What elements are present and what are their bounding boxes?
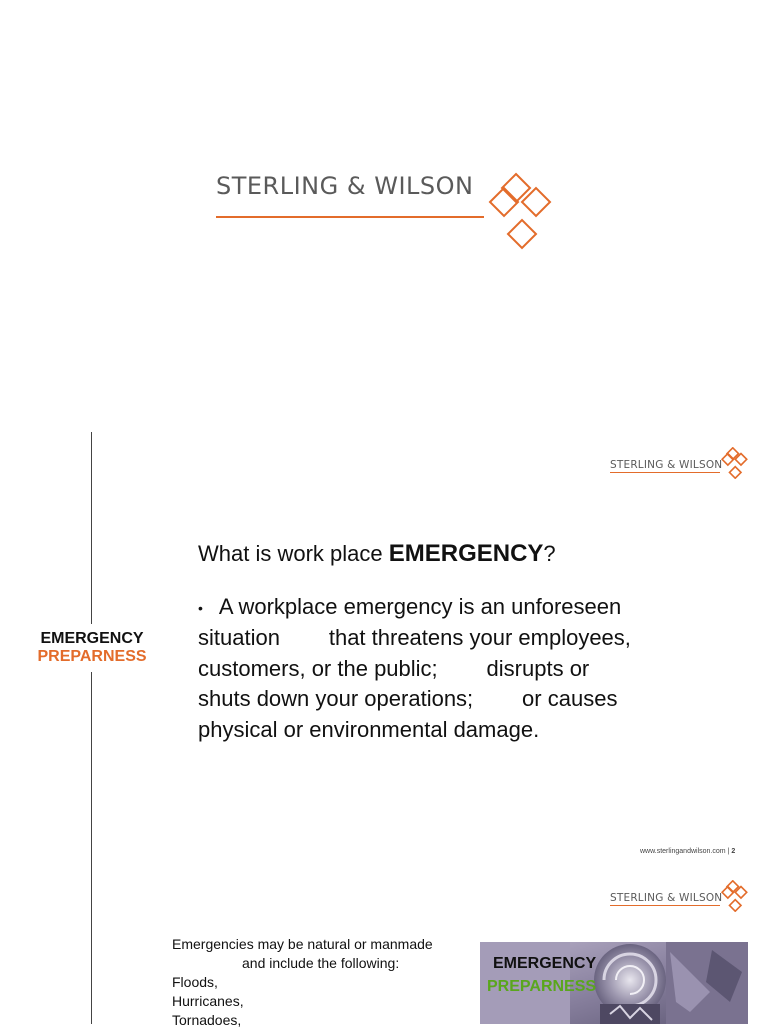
bullet-line-text: A workplace emergency is an unforeseen xyxy=(218,594,622,619)
bullet-line: situation that threatens your employees, xyxy=(198,625,631,651)
side-title-preparness: PREPARNESS xyxy=(37,648,147,665)
logo-ampersand: & xyxy=(346,172,367,200)
logo-word-sterling: STERLING xyxy=(610,459,664,471)
side-title-emergency: EMERGENCY xyxy=(40,630,144,647)
intro-line: and include the following: xyxy=(242,955,400,971)
bullet-line: physical or environmental damage. xyxy=(198,716,540,742)
slide-divider-line xyxy=(91,432,92,1024)
list-item: Floods, xyxy=(172,974,218,990)
logo-word-wilson: WILSON xyxy=(374,172,474,200)
logo-mark-icon xyxy=(720,447,748,479)
logo-wordmark xyxy=(610,892,722,904)
logo-underline xyxy=(610,905,720,906)
logo-word-sterling: STERLING xyxy=(610,892,664,904)
logo-word-wilson: WILSON xyxy=(679,892,723,904)
logo-ampersand: & xyxy=(667,459,676,471)
bullet-line xyxy=(198,592,698,623)
logo-mark-icon xyxy=(720,880,748,912)
logo-word-wilson: WILSON xyxy=(679,459,723,471)
bullet-icon: • xyxy=(198,599,203,616)
definition-bullet xyxy=(198,592,698,745)
question-suffix: ? xyxy=(543,541,556,566)
slide-question-heading xyxy=(198,540,556,568)
logo-word-sterling: STERLING xyxy=(216,172,339,200)
logo-underline xyxy=(610,472,720,473)
logo-mark-icon xyxy=(486,172,552,250)
sterling-wilson-logo-small xyxy=(610,888,722,906)
page-number: 2 xyxy=(731,848,736,855)
intro-line: Emergencies may be natural or manmade xyxy=(172,936,433,952)
photo-title-preparness: PREPARNESS xyxy=(487,978,597,995)
bullet-line: shuts down your operations; or causes xyxy=(198,686,618,712)
emergency-types-intro xyxy=(172,935,472,1030)
logo-wordmark xyxy=(216,172,474,200)
question-emphasis: EMERGENCY xyxy=(388,540,544,567)
sterling-wilson-logo-large xyxy=(216,172,474,200)
logo-underline xyxy=(216,216,484,218)
question-prefix: What is work place xyxy=(198,541,389,566)
sterling-wilson-logo-small xyxy=(610,455,722,473)
side-section-title xyxy=(22,624,162,672)
logo-ampersand: & xyxy=(667,892,676,904)
logo-wordmark xyxy=(610,459,722,471)
photo-title-emergency: EMERGENCY xyxy=(493,955,597,972)
list-item: Hurricanes, xyxy=(172,993,244,1009)
list-item: Tornadoes, xyxy=(172,1012,242,1028)
bullet-line: customers, or the public; disrupts or xyxy=(198,655,590,681)
footer-url-text: www.sterlingandwilson.com | xyxy=(640,848,732,855)
footer-url xyxy=(640,848,735,855)
